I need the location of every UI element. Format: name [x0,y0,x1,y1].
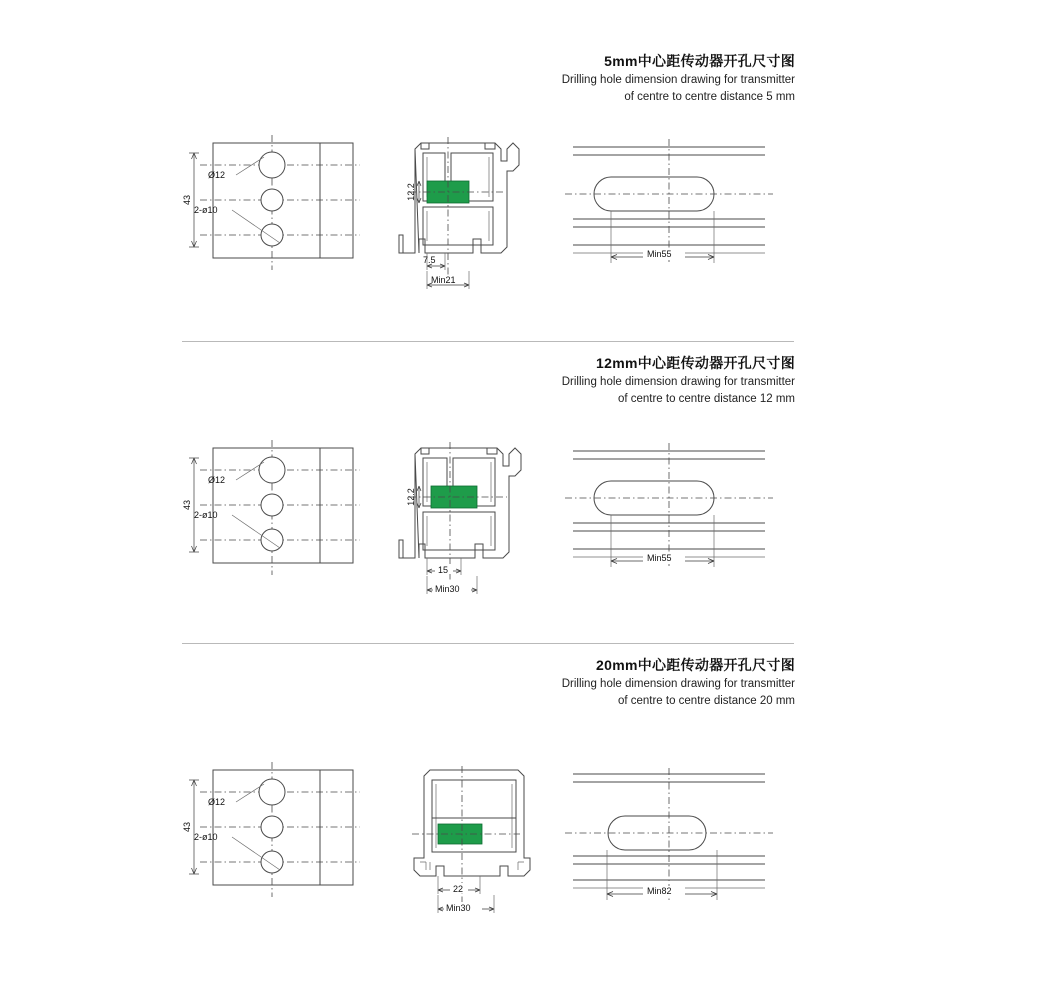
section-title-en-line2: of centre to centre distance 12 mm [617,393,795,406]
title-block-12mm [562,354,795,408]
hole-label-bottom: 2-ø10 [194,832,218,842]
hole-label-bottom: 2-ø10 [194,205,218,215]
title-block-5mm [562,52,795,106]
title-block-20mm [562,656,795,710]
dim-inner-label: 15 [438,565,449,575]
dim-height-label: 43 [182,821,192,833]
front-view-12mm [180,440,380,585]
front-view-5mm [180,135,380,280]
dim-min-label: Min30 [435,584,460,594]
dim-min-label: Min55 [647,553,672,563]
section-title-en-line2: of centre to centre distance 5 mm [624,91,795,104]
profile-section-view-5mm [385,135,530,305]
section-title-en-line1: Drilling hole dimension drawing for transmitter [561,73,795,86]
slot-view-20mm [565,760,775,920]
hole-label-bottom: 2-ø10 [194,510,218,520]
section-divider-2 [182,643,794,644]
profile-section-view-12mm [385,440,540,610]
dim-vertical-label: 12.2 [406,488,416,506]
hole-label-top: Ø12 [208,170,226,180]
hole-label-top: Ø12 [208,475,226,485]
section-divider-1 [182,341,794,342]
dim-vertical-label: 12.2 [406,183,416,201]
section-title-en-line1: Drilling hole dimension drawing for transmitter [561,375,795,388]
slot-view-5mm [565,133,775,283]
dim-inner-label: 7.5 [423,255,436,265]
section-title-en-line1: Drilling hole dimension drawing for transmitter [561,677,795,690]
dim-min-label: Min55 [647,249,672,259]
dim-height-label: 43 [182,194,192,206]
dim-min-label: Min82 [647,886,672,896]
dim-min-label: Min30 [446,903,471,913]
dim-height-label: 43 [182,499,192,511]
section-title-cn: 5mm中心距传动器开孔尺寸图 [604,53,795,69]
dim-inner-label: 22 [453,884,464,894]
section-title-en-line2: of centre to centre distance 20 mm [617,695,795,708]
section-title-cn: 20mm中心距传动器开孔尺寸图 [596,657,795,673]
section-title-cn: 12mm中心距传动器开孔尺寸图 [596,355,795,371]
hole-label-top: Ø12 [208,797,226,807]
front-view-20mm [180,762,380,907]
dim-min-label: Min21 [431,275,456,285]
profile-section-view-20mm [400,762,555,932]
slot-view-12mm [565,437,775,587]
